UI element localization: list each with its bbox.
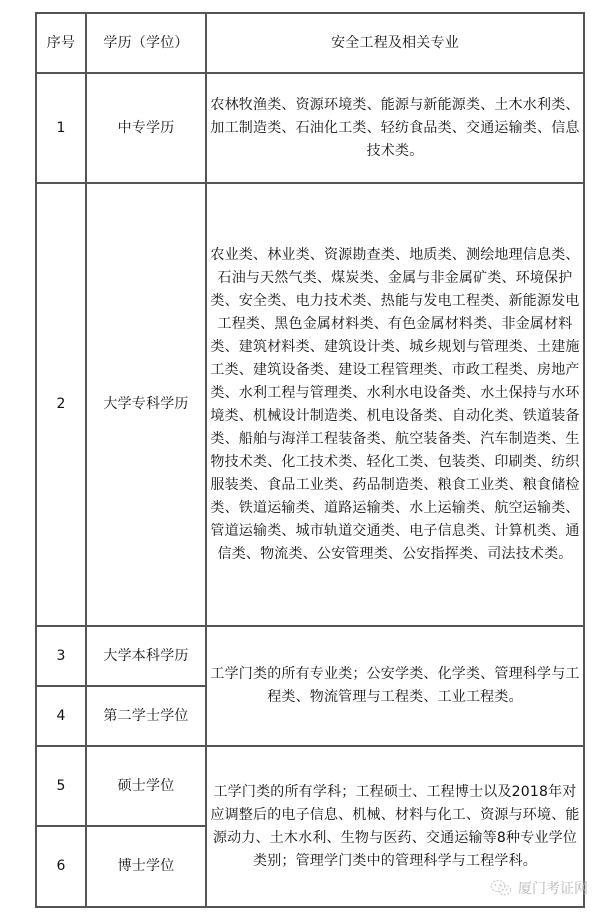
header-index: 序号 bbox=[36, 13, 86, 73]
row-index: 4 bbox=[36, 686, 86, 746]
row-education: 博士学位 bbox=[86, 826, 206, 907]
row-index: 2 bbox=[36, 183, 86, 626]
table-row bbox=[36, 746, 584, 826]
table-header-row bbox=[36, 13, 584, 73]
row-majors-merged: 工学门类的所有专业类；公安学类、化学类、管理科学与工程类、物流管理与工程类、工业工程类。 bbox=[206, 626, 584, 746]
row-index: 3 bbox=[36, 626, 86, 686]
row-education: 硕士学位 bbox=[86, 746, 206, 826]
header-majors: 安全工程及相关专业 bbox=[206, 13, 584, 73]
watermark bbox=[490, 878, 588, 898]
row-education: 大学本科学历 bbox=[86, 626, 206, 686]
watermark-text: 厦门考证网 bbox=[518, 881, 588, 897]
row-index: 5 bbox=[36, 746, 86, 826]
majors-table bbox=[35, 12, 585, 908]
row-majors: 农业类、林业类、资源勘查类、地质类、测绘地理信息类、石油与天然气类、煤炭类、金属与非金属矿类、环境保护类、安全类、电力技术类、热能与发电工程类、新能源发电工程类、黑色金属材料类、有色金属材料类、非金属材料类、建筑材料类、建筑设计类、城乡规划与管理类、土建施工类、建筑设备类、建设工程管理类、市政工程类、房地产类、水利工程与管理类、水利水电设备类、水土保持与水环境类、机械设计制造类、机电设备类、自动化类、铁道装备类、船舶与海洋工程装备类、航空装备类、汽车制造类、生物技术类、化工技术类、轻化工类、包装类、印刷类、纺织服装类、食品工业类、药品制造类、粮食工业类、粮食储检类、铁道运输类、道路运输类、水上运输类、航空运输类、管道运输类、城市轨道交通类、电子信息类、计算机类、通信类、物流类、公安管理类、公安指挥类、司法技术类。 bbox=[206, 183, 584, 626]
row-education: 大学专科学历 bbox=[86, 183, 206, 626]
row-education: 中专学历 bbox=[86, 73, 206, 183]
row-majors-merged: 工学门类的所有学科；工程硕士、工程博士以及2018年对应调整后的电子信息、机械、材料与化工、资源与环境、能源动力、土木水利、生物与医药、交通运输等8种专业学位类别；管理学门类中的管理科学与工程学科。 bbox=[206, 746, 584, 907]
header-education: 学历（学位） bbox=[86, 13, 206, 73]
table-row bbox=[36, 73, 584, 183]
row-majors: 农林牧渔类、资源环境类、能源与新能源类、土木水利类、加工制造类、石油化工类、轻纺食品类、交通运输类、信息技术类。 bbox=[206, 73, 584, 183]
wechat-icon bbox=[490, 879, 512, 897]
row-index: 1 bbox=[36, 73, 86, 183]
table-row bbox=[36, 183, 584, 626]
row-education: 第二学士学位 bbox=[86, 686, 206, 746]
table-row bbox=[36, 626, 584, 686]
row-index: 6 bbox=[36, 826, 86, 907]
